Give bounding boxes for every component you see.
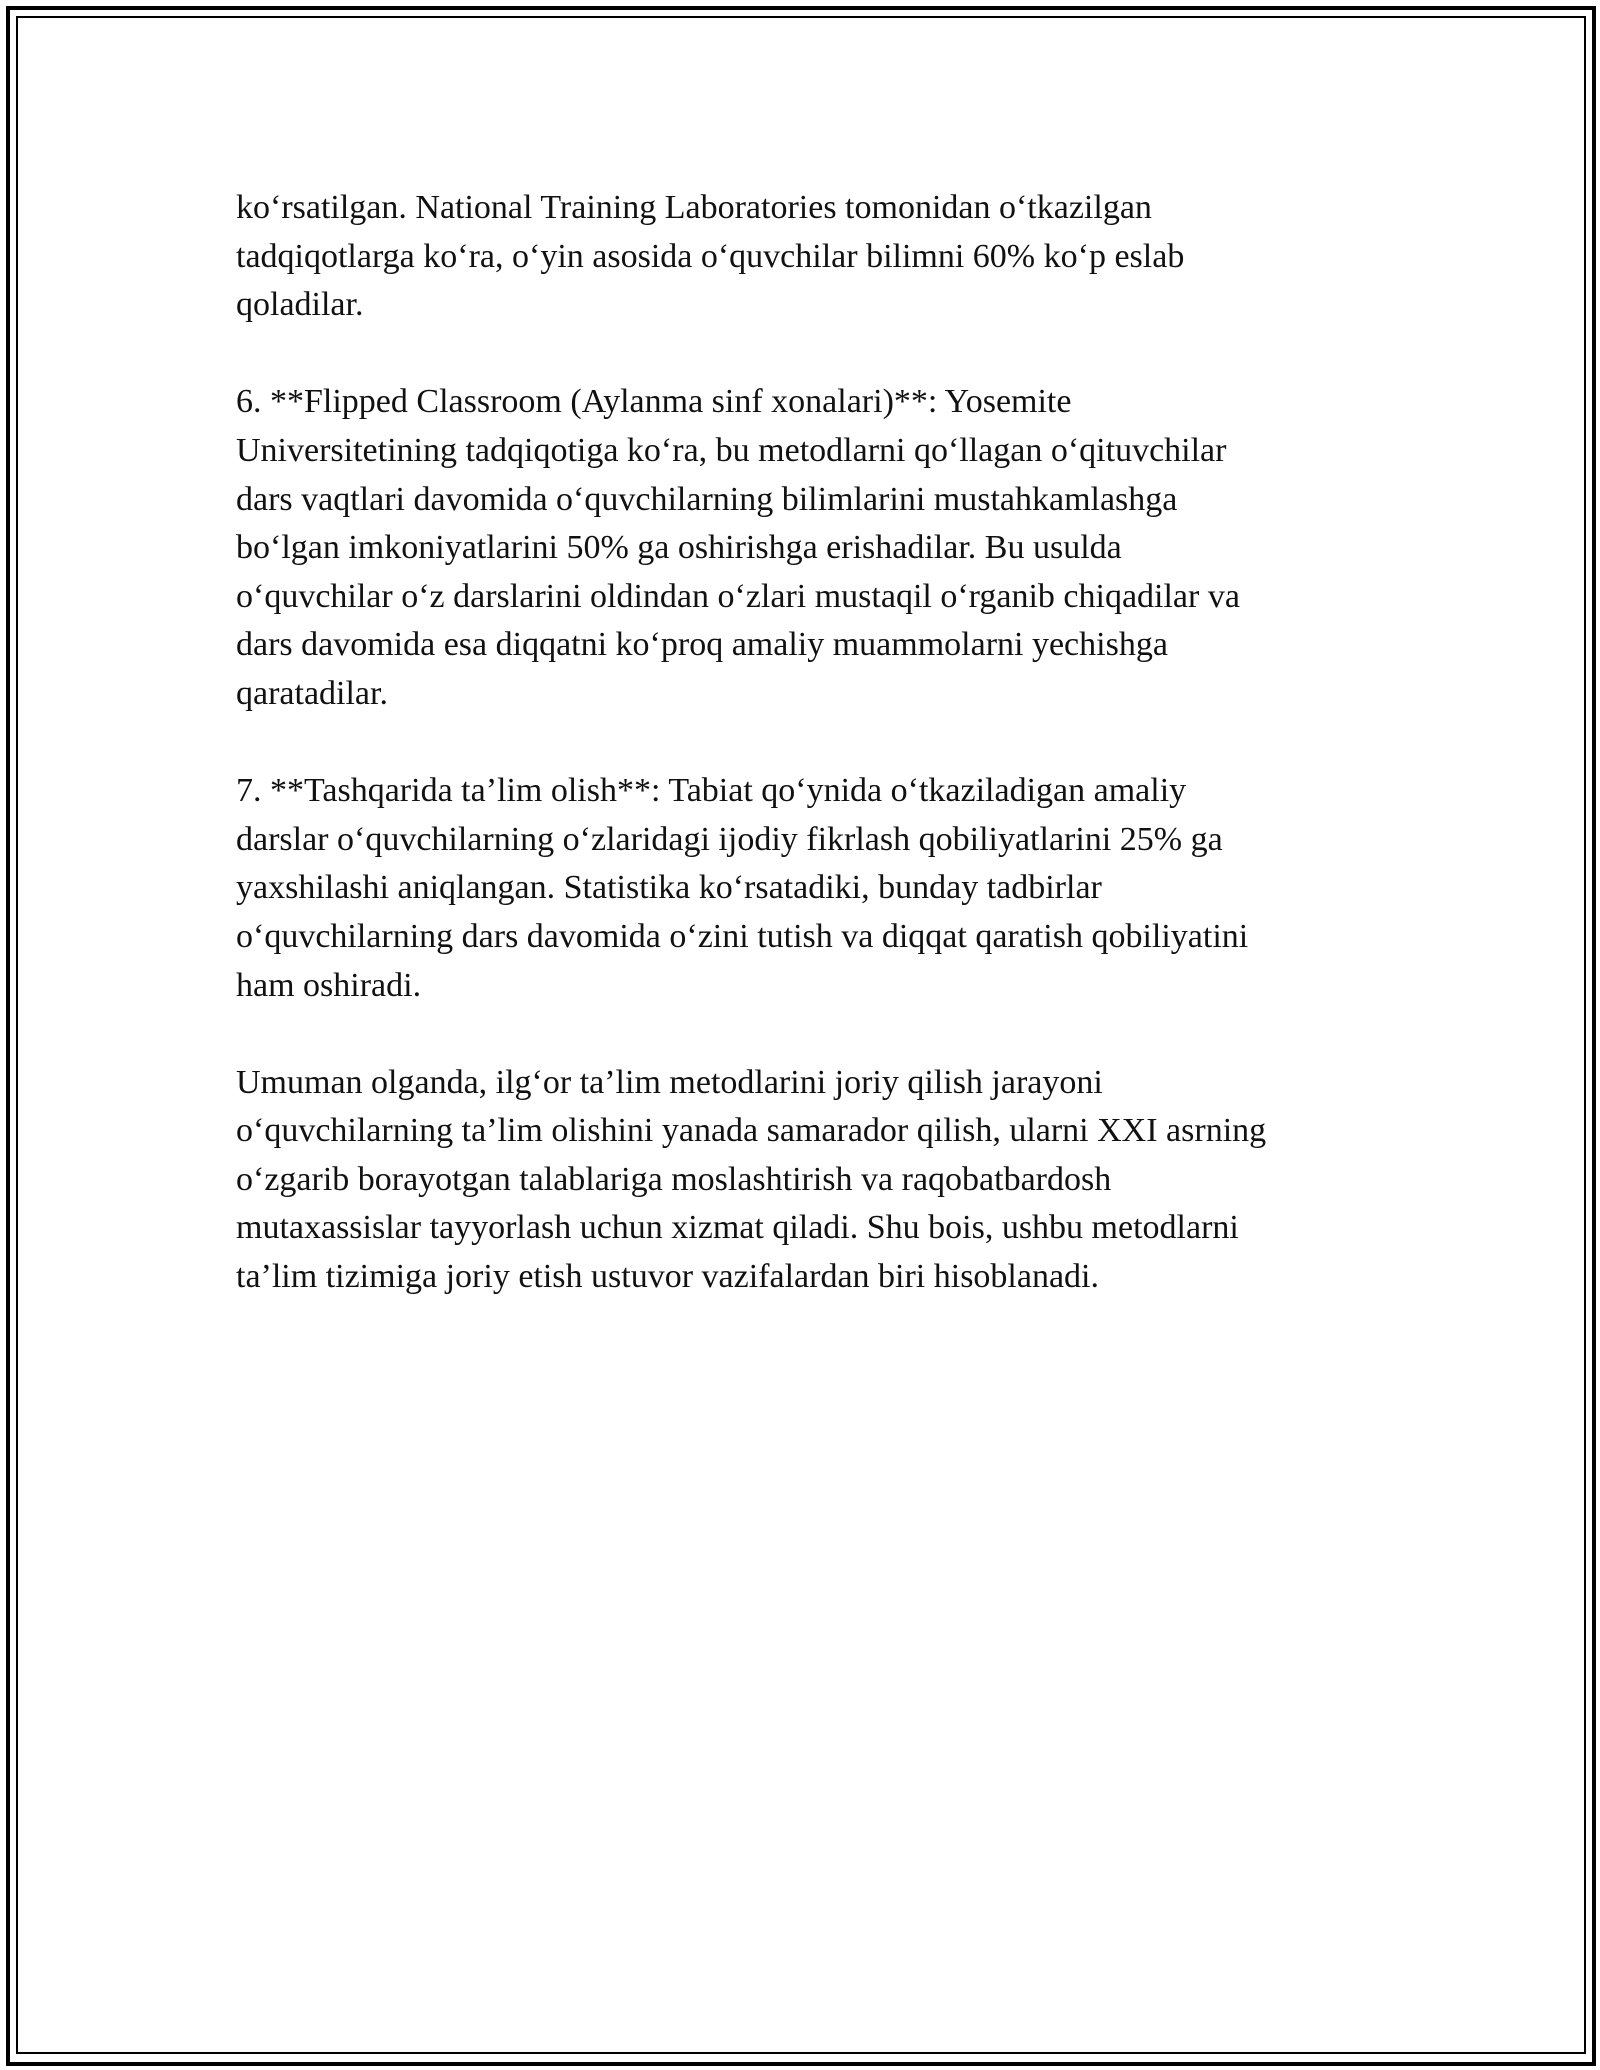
text-line: dars davomida esa diqqatni ko‘proq amaliy muammolarni yechishga <box>236 626 1168 664</box>
paragraph-item-6 <box>236 378 1356 718</box>
text-line: bo‘lgan imkoniyatlarini 50% ga oshirishga erishadilar. Bu usulda <box>236 529 1122 567</box>
text-line: ko‘rsatilgan. National Training Laboratories tomonidan o‘tkazilgan <box>236 189 1152 226</box>
text-line: qaratadilar. <box>236 674 388 712</box>
paragraph-continuation <box>236 184 1356 330</box>
text-line: mutaxassislar tayyorlash uchun xizmat qiladi. Shu bois, ushbu metodlarni <box>236 1209 1239 1247</box>
text-line: darslar o‘quvchilarning o‘zlaridagi ijodiy fikrlash qobiliyatlarini 25% ga <box>236 820 1223 858</box>
text-line: o‘quvchilarning ta’lim olishini yanada samarador qilish, ularni XXI asrning <box>236 1112 1267 1150</box>
text-line: yaxshilashi aniqlangan. Statistika ko‘rsatadiki, bunday tadbirlar <box>236 869 1102 907</box>
text-line: o‘zgarib borayotgan talablariga moslashtirish va raqobatbardosh <box>236 1160 1112 1198</box>
text-line: Umuman olganda, ilg‘or ta’lim metodlarini joriy qilish jarayoni <box>236 1063 1103 1101</box>
paragraph-conclusion <box>236 1059 1356 1302</box>
text-line: o‘quvchilar o‘z darslarini oldindan o‘zlari mustaqil o‘rganib chiqadilar va <box>236 577 1240 615</box>
text-line: ham oshiradi. <box>236 966 422 1004</box>
text-line: 6. **Flipped Classroom (Aylanma sinf xonalari)**: Yosemite <box>236 383 1072 421</box>
text-line: tadqiqotlarga ko‘ra, o‘yin asosida o‘quvchilar bilimni 60% ko‘p eslab <box>236 237 1185 275</box>
text-line: 7. **Tashqarida ta’lim olish**: Tabiat qo‘ynida o‘tkaziladigan amaliy <box>236 772 1187 810</box>
text-line: dars vaqtlari davomida o‘quvchilarning bilimlarini mustahkamlashga <box>236 480 1178 518</box>
paragraph-item-7 <box>236 767 1356 1010</box>
text-line: o‘quvchilarning dars davomida o‘zini tutish va diqqat qaratish qobiliyatini <box>236 917 1249 955</box>
text-line: Universitetining tadqiqotiga ko‘ra, bu metodlarni qo‘llagan o‘qituvchilar <box>236 431 1227 469</box>
text-line: ta’lim tizimiga joriy etish ustuvor vazifalardan biri hisoblanadi. <box>236 1258 1099 1296</box>
document-body <box>236 184 1356 1302</box>
text-line: qoladilar. <box>236 286 364 324</box>
